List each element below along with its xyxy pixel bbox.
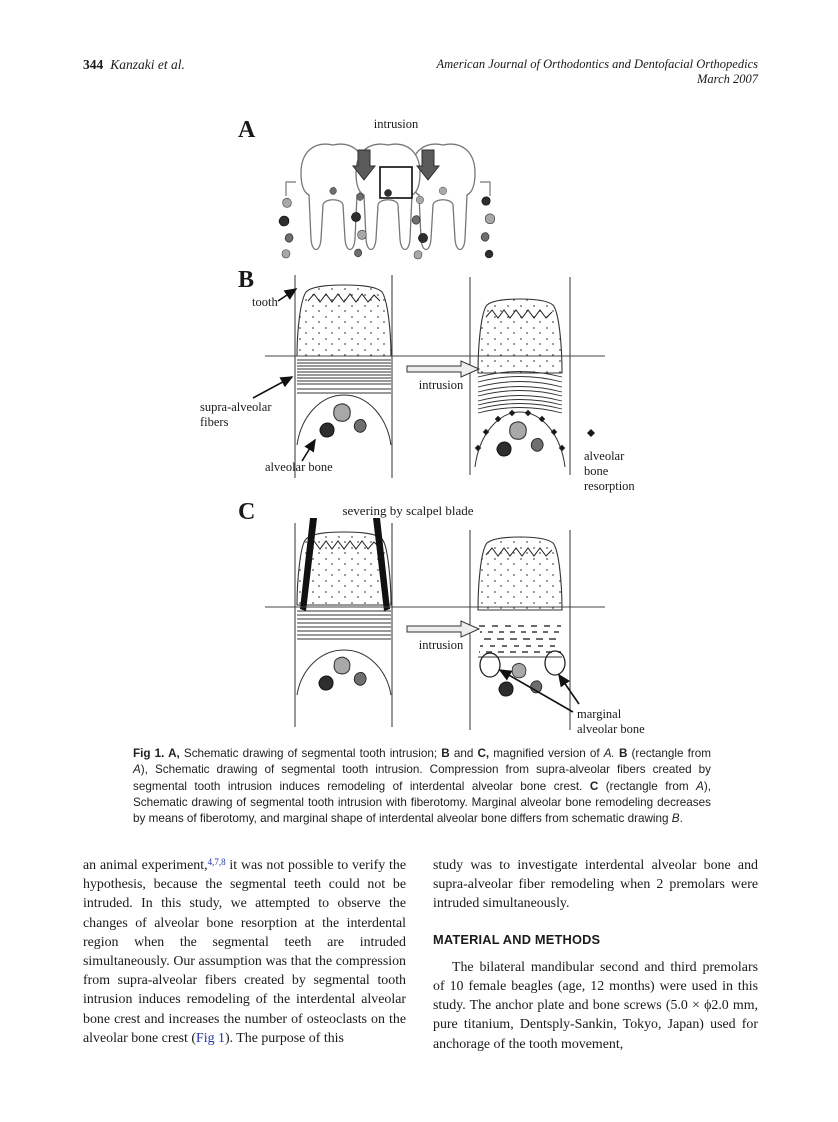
marginal-alveolar-bone-label-2: alveolar bone bbox=[577, 722, 645, 736]
figure-1-svg bbox=[180, 105, 700, 750]
c-right-tooth-diagram bbox=[470, 530, 570, 730]
b-intrusion-label: intrusion bbox=[418, 378, 464, 392]
header-left bbox=[83, 57, 185, 73]
panel-c-title: severing by scalpel blade bbox=[342, 503, 474, 518]
marginal-alveolar-bone-label-1: marginal bbox=[577, 707, 622, 721]
text-run: (rectangle from bbox=[598, 779, 697, 793]
panel-c bbox=[238, 499, 645, 736]
text-run: ), Schematic drawing of segmental tooth intrusion. Compression from supra-alveolar fibers created by segmental tooth intrusion induces remodeling of interdental alveolar bone crest. bbox=[133, 763, 711, 793]
paragraph: study was to investigate interdental alveolar bone and supra-alveolar fiber remodeling when 2 premolars were intruded simultaneously. bbox=[433, 858, 758, 912]
text-run: C bbox=[589, 779, 599, 793]
text-run: B bbox=[671, 812, 680, 826]
text-run: . bbox=[679, 812, 683, 826]
text-run: and bbox=[449, 747, 478, 760]
supra-alveolar-fiber-lines bbox=[297, 360, 391, 393]
figure-ref-link[interactable]: Fig 1 bbox=[196, 1030, 225, 1046]
alveolar-bone-label: alveolar bone bbox=[265, 460, 333, 474]
journal-name: American Journal of Orthodontics and Dentofacial Orthopedics bbox=[436, 57, 758, 71]
figure-1-illustration bbox=[180, 105, 700, 750]
text-run: C, bbox=[477, 747, 490, 760]
tooth-crown bbox=[478, 299, 562, 373]
bone-pointer-arrow bbox=[302, 440, 315, 461]
running-authors: Kanzaki et al. bbox=[110, 57, 185, 72]
text-run: Schematic drawing of segmental tooth intrusion; bbox=[179, 747, 442, 760]
paragraph: The bilateral mandibular second and third premolars of 10 female beagles (age, 12 months) were used in this study. The anchor plate and bone screws (5.0 × ϕ2.0 mm, pure titanium, Dentsply-Sankin, Tokyo, Japan) used for anchorage of the tooth movement, bbox=[433, 959, 758, 1052]
marginal-pointer-arrow-short bbox=[559, 675, 579, 704]
supra-alveolar-fibers-label-1: supra-alveolar bbox=[200, 400, 272, 414]
text-run: an animal experiment, bbox=[83, 858, 208, 873]
legend-diamond-icon bbox=[587, 429, 595, 437]
panel-a bbox=[238, 117, 495, 259]
text-run: B bbox=[441, 747, 450, 760]
severed-fiber-dashes bbox=[479, 626, 561, 652]
text-run: (rectangle from bbox=[627, 747, 712, 760]
text-run: ), Schematic drawing of segmental tooth intrusion with fiberotomy. Marginal alveolar bone remodeling decreases by means of fiberotomy, and marginal shape of interdental alveolar bone differs from schematic drawing bbox=[133, 779, 711, 826]
panel-b bbox=[200, 267, 635, 493]
resorption-legend-2: bone bbox=[584, 464, 609, 478]
b-right-tooth-diagram bbox=[470, 277, 570, 475]
header-right bbox=[437, 57, 759, 86]
intrusion-block-arrow-icon bbox=[407, 621, 479, 637]
text-run: A bbox=[133, 763, 141, 777]
panel-b-label: B bbox=[238, 267, 255, 293]
bone-pebbles bbox=[320, 404, 366, 437]
text-run: B bbox=[618, 747, 628, 760]
page-header bbox=[83, 57, 758, 86]
resorption-legend-1: alveolar bbox=[584, 449, 625, 463]
tooth-drawing bbox=[301, 144, 365, 249]
bone-pebbles bbox=[319, 657, 366, 690]
bone-pebbles bbox=[497, 422, 543, 456]
paragraph bbox=[83, 856, 406, 1048]
text-run: A. bbox=[603, 747, 615, 760]
tooth-crown bbox=[478, 537, 562, 610]
c-left-tooth-diagram bbox=[295, 518, 392, 727]
text-run: A bbox=[696, 779, 704, 793]
panel-a-label: A bbox=[238, 117, 256, 143]
intrusion-block-arrow-icon bbox=[407, 361, 479, 377]
citation-ref-link[interactable]: 4,7,8 bbox=[207, 857, 226, 867]
text-run: ). The purpose of this bbox=[224, 1030, 344, 1046]
body-column-right bbox=[433, 856, 758, 1054]
figure-1-caption bbox=[133, 746, 711, 827]
panel-c-label: C bbox=[238, 499, 256, 525]
c-intrusion-label: intrusion bbox=[418, 638, 464, 652]
supra-alveolar-fiber-lines bbox=[297, 611, 391, 639]
page-number: 344 bbox=[83, 57, 104, 72]
text-run: Fig 1. A, bbox=[133, 747, 180, 760]
fibers-pointer-arrow bbox=[253, 377, 292, 398]
compressed-fiber-arcs bbox=[478, 372, 562, 414]
section-heading-material-and-methods: MATERIAL AND METHODS bbox=[433, 931, 601, 947]
text-run: magnified version of bbox=[489, 747, 604, 760]
panel-a-intrusion-label: intrusion bbox=[373, 117, 419, 131]
resorption-legend-3: resorption bbox=[584, 479, 635, 493]
tooth-label: tooth bbox=[252, 295, 278, 309]
teeth-row bbox=[301, 144, 475, 249]
supra-alveolar-fibers-label-2: fibers bbox=[200, 415, 229, 429]
body-column-left bbox=[83, 856, 406, 1048]
tooth-pointer-arrow bbox=[278, 289, 296, 301]
tooth-crown bbox=[297, 285, 391, 356]
text-run: it was not possible to verify the hypothesis, because the segmental teeth could not be intruded. In this study, we attempted to observe the changes of alveolar bone resorption at the interdental region when the segmental teeth are intruded simultaneously. Our assumption was that the compression from supra-alveolar fibers created by segmental tooth intrusion induces remodeling of the interdental alveolar bone crest and increases the number of osteoclasts on the alveolar bone crest ( bbox=[83, 858, 407, 1046]
issue-date: March 2007 bbox=[697, 71, 758, 86]
